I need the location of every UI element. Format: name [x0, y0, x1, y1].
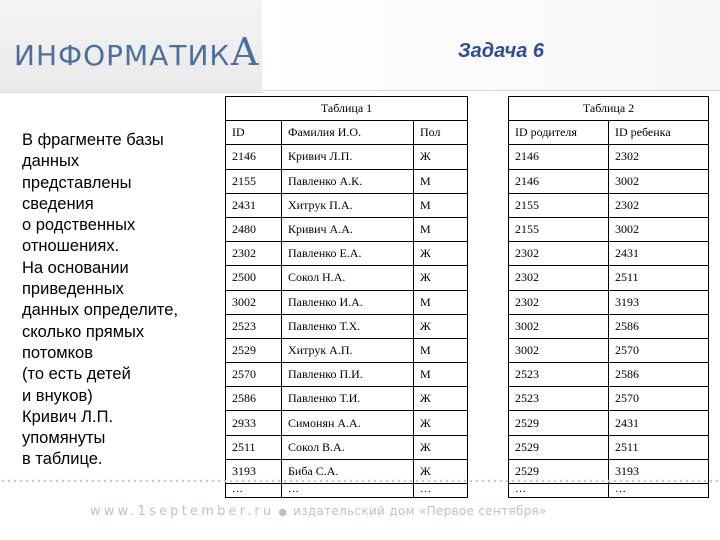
table-cell: 2529 — [226, 338, 282, 362]
table-row — [226, 266, 468, 290]
table-row — [509, 435, 709, 459]
footer-url: www.1september.ru — [90, 504, 275, 519]
table-cell: М — [414, 290, 468, 314]
table-row — [226, 363, 468, 387]
table-row — [509, 145, 709, 169]
table-cell: 2523 — [226, 314, 282, 338]
table-row — [226, 411, 468, 435]
table-cell: М — [414, 338, 468, 362]
table-cell: 3002 — [509, 338, 609, 362]
task-line: (то есть детей — [22, 365, 131, 384]
table-row — [509, 169, 709, 193]
persons-table — [225, 96, 468, 498]
table-cell: Ж — [414, 411, 468, 435]
table-row — [509, 290, 709, 314]
footer-publisher: издательский дом «Первое сентября» — [293, 504, 547, 518]
task-line: представлены — [22, 173, 132, 192]
table-header-row — [226, 121, 468, 145]
ellipsis-cell: … — [509, 484, 609, 498]
table-row — [226, 290, 468, 314]
table-row — [226, 314, 468, 338]
task-line: сколько прямых — [22, 322, 145, 341]
table-cell: Ж — [414, 387, 468, 411]
table-row — [226, 242, 468, 266]
table-cell: 2511 — [609, 266, 709, 290]
table-cell: Ж — [414, 314, 468, 338]
footer — [90, 500, 547, 519]
column-header: ID ребенка — [609, 121, 709, 145]
table-cell: М — [414, 193, 468, 217]
table-cell: 2146 — [509, 169, 609, 193]
column-header: Фамилия И.О. — [282, 121, 414, 145]
table-row — [509, 242, 709, 266]
table-row — [226, 193, 468, 217]
footer-dotted-divider — [0, 478, 720, 484]
table-row — [509, 217, 709, 241]
task-line: На основании — [22, 258, 129, 277]
table-cell: М — [414, 169, 468, 193]
informatika-logo — [14, 30, 260, 74]
table-cell: 3002 — [509, 314, 609, 338]
table-cell: 2302 — [609, 193, 709, 217]
table-cell: 3002 — [226, 290, 282, 314]
table-cell: Хитрук А.П. — [282, 338, 414, 362]
table-cell: 2155 — [509, 217, 609, 241]
table-cell: 2511 — [609, 435, 709, 459]
task-line: и внуков) — [22, 386, 93, 405]
table-row — [226, 145, 468, 169]
table-cell: Павленко Е.А. — [282, 242, 414, 266]
table-row — [226, 338, 468, 362]
column-header: ID родителя — [509, 121, 609, 145]
table-cell: 3193 — [609, 459, 709, 483]
slide-title: Задача 6 — [457, 40, 544, 62]
ellipsis-cell: … — [282, 484, 414, 498]
table-cell: 3002 — [609, 169, 709, 193]
ellipsis-cell: … — [609, 484, 709, 498]
task-line: приведенных — [22, 280, 124, 299]
table-row — [226, 169, 468, 193]
table-row — [509, 363, 709, 387]
table-cell: Ж — [414, 435, 468, 459]
table-caption: Таблица 1 — [226, 97, 468, 121]
table-caption: Таблица 2 — [509, 97, 709, 121]
table-cell: Ж — [414, 145, 468, 169]
table-cell: 2523 — [509, 387, 609, 411]
table-cell: Сокол В.А. — [282, 435, 414, 459]
table-cell: 2146 — [226, 145, 282, 169]
table-cell: 2933 — [226, 411, 282, 435]
table-cell: 2302 — [509, 290, 609, 314]
table-caption-row — [509, 97, 709, 121]
table-cell: 2146 — [509, 145, 609, 169]
table-header-row — [509, 121, 709, 145]
table-cell: 2586 — [226, 387, 282, 411]
table-row — [226, 435, 468, 459]
table-ellipsis-row — [226, 484, 468, 498]
table-row — [226, 217, 468, 241]
table-cell: 2302 — [609, 145, 709, 169]
table-cell: Сокол Н.А. — [282, 266, 414, 290]
table-cell: 3002 — [609, 217, 709, 241]
header-divider — [262, 90, 720, 91]
ellipsis-cell: … — [414, 484, 468, 498]
table-cell: 2570 — [226, 363, 282, 387]
table-cell: Кривич А.А. — [282, 217, 414, 241]
table-cell: 2570 — [609, 338, 709, 362]
table-row — [509, 387, 709, 411]
table-cell: М — [414, 363, 468, 387]
table-cell: 2302 — [509, 242, 609, 266]
task-line: данных определите, — [22, 301, 179, 320]
table-cell: Биба С.А. — [282, 459, 414, 483]
table-cell: 2431 — [226, 193, 282, 217]
table-row — [509, 266, 709, 290]
table-cell: Ж — [414, 242, 468, 266]
table-cell: 2529 — [509, 435, 609, 459]
table-cell: Павленко И.А. — [282, 290, 414, 314]
table-cell: Хитрук П.А. — [282, 193, 414, 217]
table-cell: 2511 — [226, 435, 282, 459]
table-cell: 2586 — [609, 363, 709, 387]
table-cell: 2431 — [609, 411, 709, 435]
table-row — [509, 338, 709, 362]
table-row — [226, 387, 468, 411]
table-cell: Симонян А.А. — [282, 411, 414, 435]
table-cell: Ж — [414, 266, 468, 290]
bullet-icon: ● — [278, 507, 288, 518]
task-line: упомянуты — [22, 429, 106, 448]
table-cell: 3193 — [609, 290, 709, 314]
table-cell: М — [414, 217, 468, 241]
table-row — [509, 193, 709, 217]
table-cell: 2529 — [509, 459, 609, 483]
logo-text: ИНФОРМАТИК — [14, 39, 231, 72]
table-cell: Павленко Т.И. — [282, 387, 414, 411]
column-header: Пол — [414, 121, 468, 145]
table-cell: Ж — [414, 459, 468, 483]
table-cell: 2302 — [226, 242, 282, 266]
table-cell: 3193 — [226, 459, 282, 483]
task-line: Кривич Л.П. — [22, 407, 114, 426]
task-line: данных — [22, 152, 80, 171]
table-row — [509, 314, 709, 338]
table-cell: Павленко Т.Х. — [282, 314, 414, 338]
table-cell: 2523 — [509, 363, 609, 387]
table-cell: Павленко П.И. — [282, 363, 414, 387]
table-cell: Кривич Л.П. — [282, 145, 414, 169]
relations-table — [508, 96, 709, 498]
table-cell: 2480 — [226, 217, 282, 241]
task-line: В фрагменте базы — [22, 131, 164, 149]
table-cell: 2155 — [509, 193, 609, 217]
table-cell: 2529 — [509, 411, 609, 435]
logo-panel — [0, 0, 263, 93]
table-row — [509, 411, 709, 435]
table-cell: 2155 — [226, 169, 282, 193]
task-line: в таблице. — [22, 450, 103, 469]
table-ellipsis-row — [509, 484, 709, 498]
task-line: потомков — [22, 343, 93, 362]
ellipsis-cell: … — [226, 484, 282, 498]
table-cell: 2302 — [509, 266, 609, 290]
table-cell: 2500 — [226, 266, 282, 290]
table-cell: 2431 — [609, 242, 709, 266]
table-cell: 2586 — [609, 314, 709, 338]
table-caption-row — [226, 97, 468, 121]
logo-accent-letter: А — [230, 30, 261, 74]
column-header: ID — [226, 121, 282, 145]
table-cell: 2570 — [609, 387, 709, 411]
task-line: отношениях. — [22, 237, 120, 256]
task-description — [22, 130, 218, 471]
table-cell: Павленко А.К. — [282, 169, 414, 193]
task-line: сведения — [22, 194, 94, 213]
task-line: о родственных — [22, 216, 136, 235]
